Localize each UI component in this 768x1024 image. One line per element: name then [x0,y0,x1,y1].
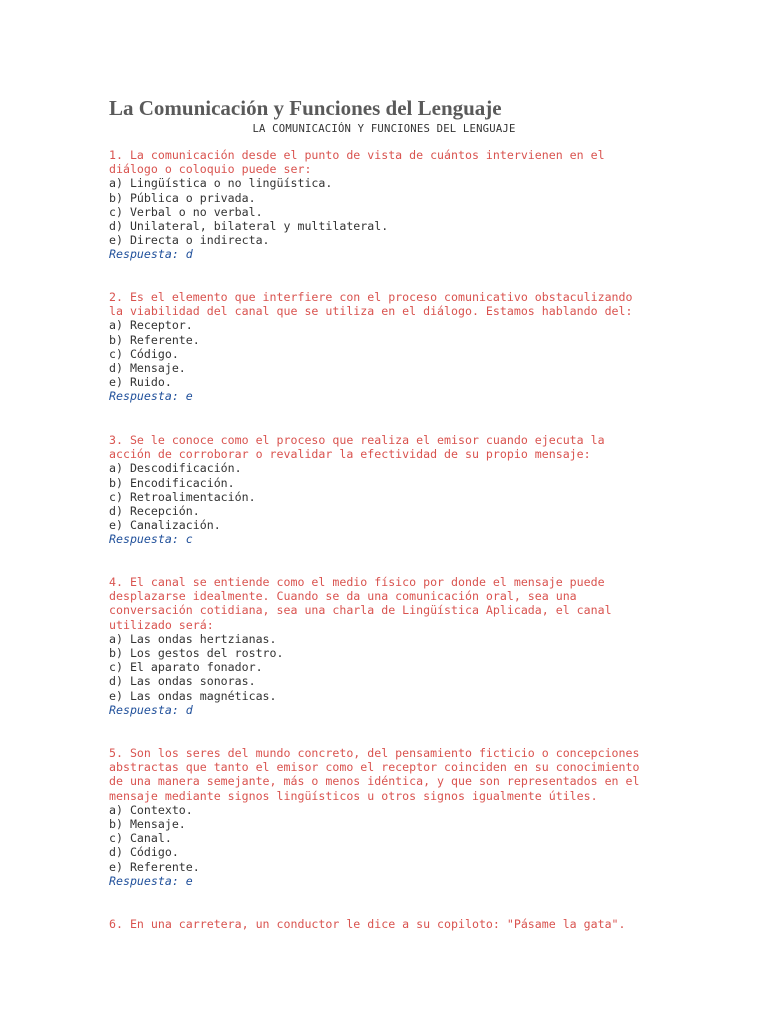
question-text: 5. Son los seres del mundo concreto, del pensamiento ficticio o concepciones abstractas que tanto el emisor como el receptor coinciden en su conocimiento de una manera semejante, más o menos idéntica, y que son representados en el mensaje mediante signos lingüísticos u otros signos igualmente útiles. [109,746,640,803]
option-c: c) Canal. [109,831,172,846]
option-b: b) Pública o privada. [109,190,256,205]
option-b: b) Los gestos del rostro. [109,646,284,661]
page-title: La Comunicación y Funciones del Lenguaje [109,96,502,120]
question-text: 6. En una carretera, un conductor le dice a su copiloto: "Pásame la gata". [109,917,626,931]
answer: Respuesta: d [109,247,193,262]
option-d: d) Mensaje. [109,361,186,376]
option-a: a) Descodificación. [109,461,242,476]
question-text: 3. Se le conoce como el proceso que realiza el emisor cuando ejecuta la acción de corroborar o revalidar la efectividad de su propio mensaje: [109,433,605,462]
question-1 [109,148,669,262]
option-c: c) El aparato fonador. [109,660,263,675]
option-e: e) Directa o indirecta. [109,233,270,248]
option-a: a) Lingüística o no lingüística. [109,176,333,191]
answer: Respuesta: e [109,873,193,888]
answer: Respuesta: e [109,389,193,404]
option-c: c) Verbal o no verbal. [109,204,263,219]
question-text: 1. La comunicación desde el punto de vista de cuántos intervienen en el diálogo o coloquio puede ser: [109,148,605,177]
answer: Respuesta: d [109,702,193,717]
option-a: a) Contexto. [109,802,193,817]
option-c: c) Retroalimentación. [109,489,256,504]
question-text: 2. Es el elemento que interfiere con el proceso comunicativo obstaculizando la viabilidad del canal que se utiliza en el diálogo. Estamos hablando del: [109,290,633,319]
option-e: e) Ruido. [109,375,172,390]
question-4 [109,575,669,717]
document-subtitle: LA COMUNICACIÓN Y FUNCIONES DEL LENGUAJE [252,123,516,135]
option-d: d) Recepción. [109,504,200,519]
option-a: a) Las ondas hertzianas. [109,631,277,646]
question-5 [109,746,669,888]
option-e: e) Las ondas magnéticas. [109,688,277,703]
option-b: b) Mensaje. [109,817,186,832]
option-e: e) Canalización. [109,518,221,533]
option-b: b) Referente. [109,332,200,347]
option-d: d) Unilateral, bilateral y multilateral. [109,219,389,234]
question-3 [109,433,669,547]
option-d: d) Código. [109,845,179,860]
option-c: c) Código. [109,346,179,361]
answer: Respuesta: c [109,532,193,547]
option-b: b) Encodificación. [109,475,235,490]
option-d: d) Las ondas sonoras. [109,674,256,689]
question-2 [109,290,669,404]
option-e: e) Referente. [109,859,200,874]
question-text: 4. El canal se entiende como el medio físico por donde el mensaje puede desplazarse idealmente. Cuando se da una comunicación oral, sea una conversación cotidiana, sea una charla de Lingüística Aplicada, el canal utilizado será: [109,575,612,632]
question-6 [109,917,669,931]
option-a: a) Receptor. [109,318,193,333]
